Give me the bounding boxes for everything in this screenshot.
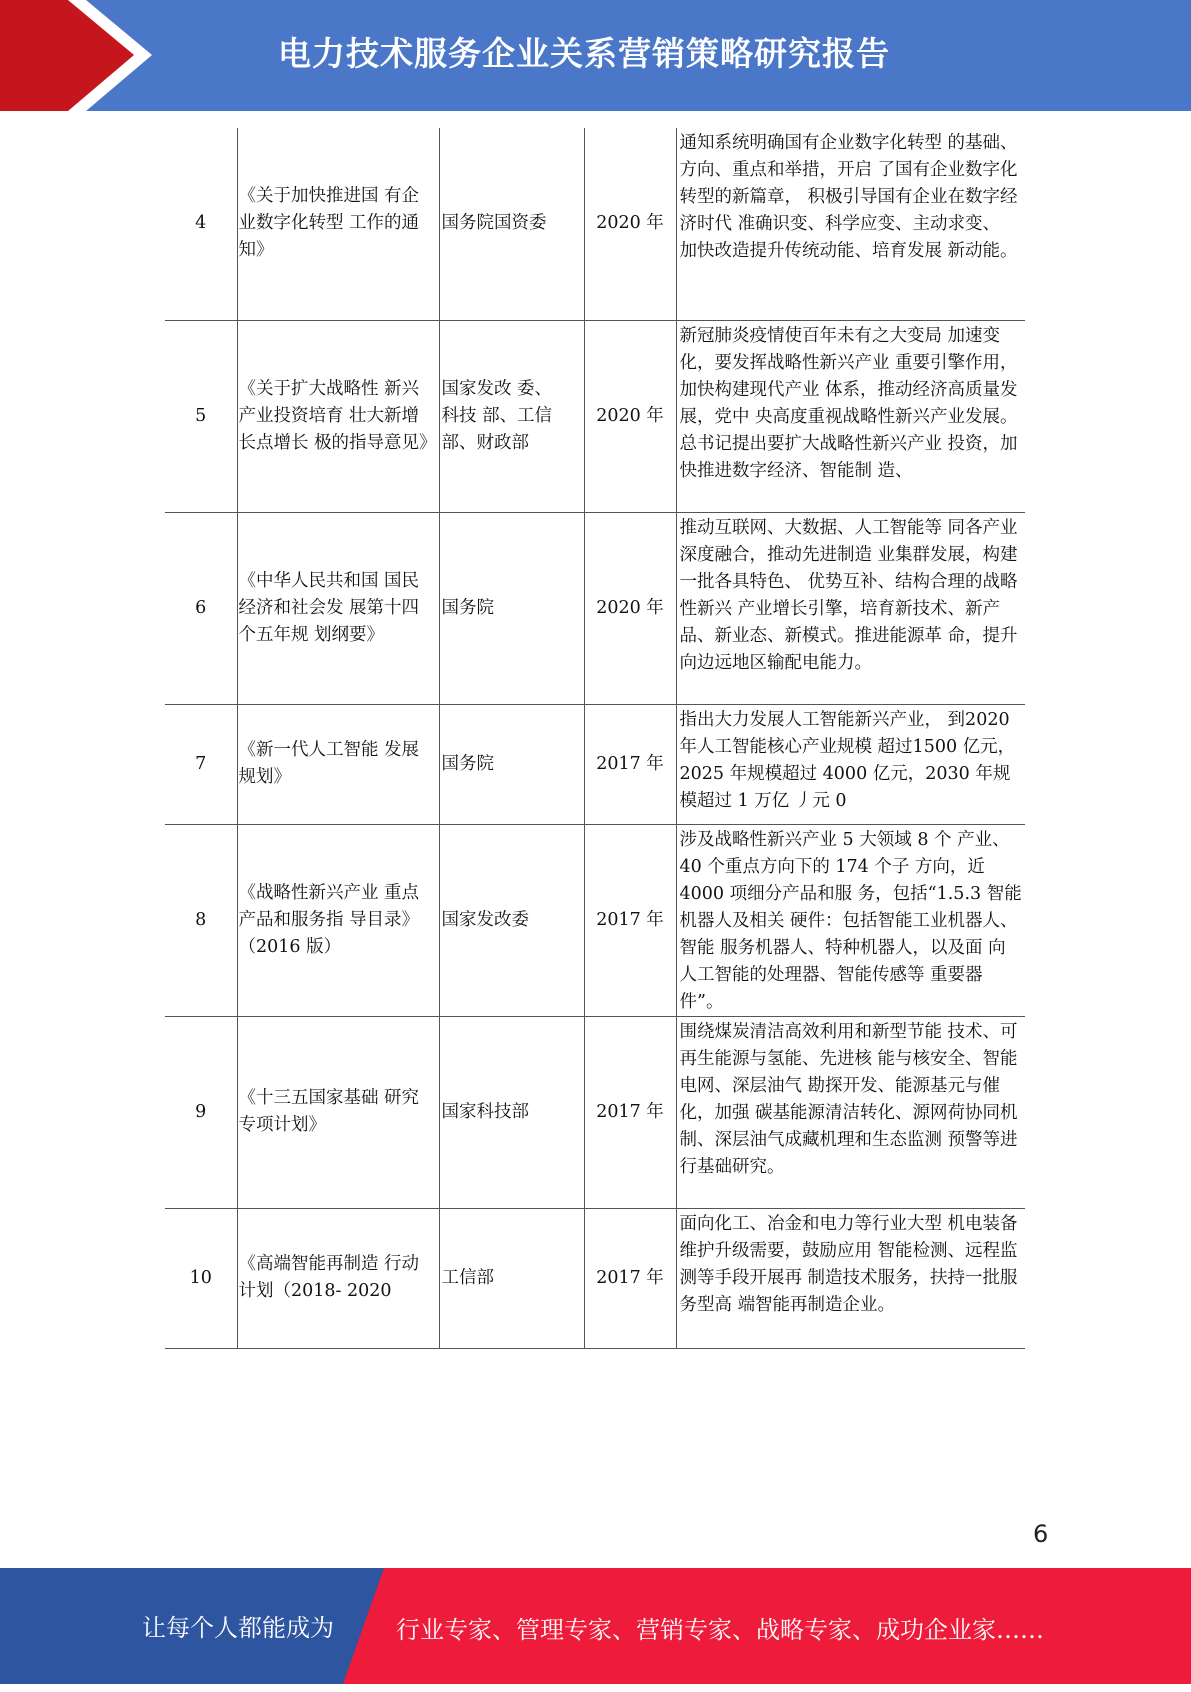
description-text: 新冠肺炎疫情使百年未有之大变局 加速变化，要发挥战略性新兴产业 重要引擎作用，加快构建现代产业 体系，推动经济高质量发展，党中 央高度重视战略性新兴产业发展。 总书记提出要扩大战略性新兴产业 投资，加快推进数字经济、智能制 造、 — [679, 325, 1018, 481]
row-number: 8 — [165, 824, 237, 1016]
policy-title: 《关于加快推进国 有企业数字化转型 工作的通知》 — [237, 128, 439, 320]
policy-description — [676, 824, 1025, 1016]
policy-description — [676, 512, 1025, 704]
issuing-agency: 国家科技部 — [439, 1016, 584, 1208]
table-row — [165, 824, 1025, 1016]
issue-year: 2017 年 — [584, 704, 676, 824]
footer-slogan-right: 行业专家、管理专家、营销专家、战略专家、成功企业家…… — [396, 1616, 1044, 1644]
issue-year: 2017 年 — [584, 1016, 676, 1208]
page-number: 6 — [1033, 1520, 1049, 1548]
table-row — [165, 1208, 1025, 1348]
table-row — [165, 512, 1025, 704]
issue-year: 2020 年 — [584, 320, 676, 512]
issue-year: 2020 年 — [584, 128, 676, 320]
page-header — [0, 0, 1191, 111]
description-text: 涉及战略性新兴产业 5 大领域 8 个 产业、40 个重点方向下的 174 个子 方向，近 4000 项细分产品和服 务，包括“1.5.3 智能机器人及相关 硬件：包括智能工业机器人、智能 服务机器人、特种机器人，以及面 向人工智能的处理器、智能传感等 重要器件”。 — [679, 829, 1022, 1012]
policy-table — [165, 128, 1025, 1349]
row-number: 6 — [165, 512, 237, 704]
policy-description — [676, 1016, 1025, 1208]
issue-year: 2017 年 — [584, 1208, 676, 1348]
issuing-agency: 国务院 — [439, 512, 584, 704]
issuing-agency: 国家发改 委、科技 部、工信部、财政部 — [439, 320, 584, 512]
row-number: 7 — [165, 704, 237, 824]
policy-title: 《十三五国家基础 研究专项计划》 — [237, 1016, 439, 1208]
page-footer — [0, 1568, 1191, 1684]
report-title: 电力技术服务企业关系营销策略研究报告 — [278, 34, 890, 73]
issue-year: 2020 年 — [584, 512, 676, 704]
issue-year: 2017 年 — [584, 824, 676, 1016]
issuing-agency: 国务院 — [439, 704, 584, 824]
header-chevron-icon — [0, 0, 140, 111]
row-number: 10 — [165, 1208, 237, 1348]
policy-description — [676, 320, 1025, 512]
table-row — [165, 704, 1025, 824]
row-number: 5 — [165, 320, 237, 512]
footer-slogan-left: 让每个人都能成为 — [142, 1614, 334, 1642]
description-text: 围绕煤炭清洁高效利用和新型节能 技术、可再生能源与氢能、先进核 能与核安全、智能电网、深层油气 勘探开发、能源基元与催化，加强 碳基能源清洁转化、源网荷协同机制、深层油气成藏机理和生态监测 预警等进行基础研究。 — [679, 1021, 1018, 1177]
policy-title: 《高端智能再制造 行动计划（2018- 2020 — [237, 1208, 439, 1348]
policy-description — [676, 128, 1025, 320]
issuing-agency: 国家发改委 — [439, 824, 584, 1016]
description-text: 面向化工、冶金和电力等行业大型 机电装备维护升级需要，鼓励应用 智能检测、远程监测等手段开展再 制造技术服务，扶持一批服务型高 端智能再制造企业。 — [679, 1213, 1018, 1315]
row-number: 4 — [165, 128, 237, 320]
table-row — [165, 320, 1025, 512]
policy-title: 《战略性新兴产业 重点产品和服务指 导目录》（2016 版） — [237, 824, 439, 1016]
policy-description — [676, 1208, 1025, 1348]
issuing-agency: 国务院国资委 — [439, 128, 584, 320]
description-text: 推动互联网、大数据、人工智能等 同各产业深度融合，推动先进制造 业集群发展，构建一批各具特色、 优势互补、结构合理的战略性新兴 产业增长引擎，培育新技术、新产 品、新业态、新模式。推进能源革 命，提升向边远地区输配电能力。 — [679, 517, 1018, 673]
policy-title: 《关于扩大战略性 新兴产业投资培育 壮大新增长点增长 极的指导意见》 — [237, 320, 439, 512]
row-number: 9 — [165, 1016, 237, 1208]
policy-title: 《新一代人工智能 发展规划》 — [237, 704, 439, 824]
table-row — [165, 128, 1025, 320]
description-text: 指出大力发展人工智能新兴产业， 到2020 年人工智能核心产业规模 超过1500 亿元，2025 年规模超过 4000 亿元，2030 年规模超过 1 万亿 丿元 0 — [679, 709, 1016, 811]
issuing-agency: 工信部 — [439, 1208, 584, 1348]
policy-title: 《中华人民共和国 国民经济和社会发 展第十四个五年规 划纲要》 — [237, 512, 439, 704]
policy-description — [676, 704, 1025, 824]
description-text: 通知系统明确国有企业数字化转型 的基础、方向、重点和举措，开启 了国有企业数字化转型的新篇章， 积极引导国有企业在数字经济时代 准确识变、科学应变、主动求变、 加快改造提升传统动能、培育发展 新动能。 — [679, 133, 1018, 261]
table-row — [165, 1016, 1025, 1208]
